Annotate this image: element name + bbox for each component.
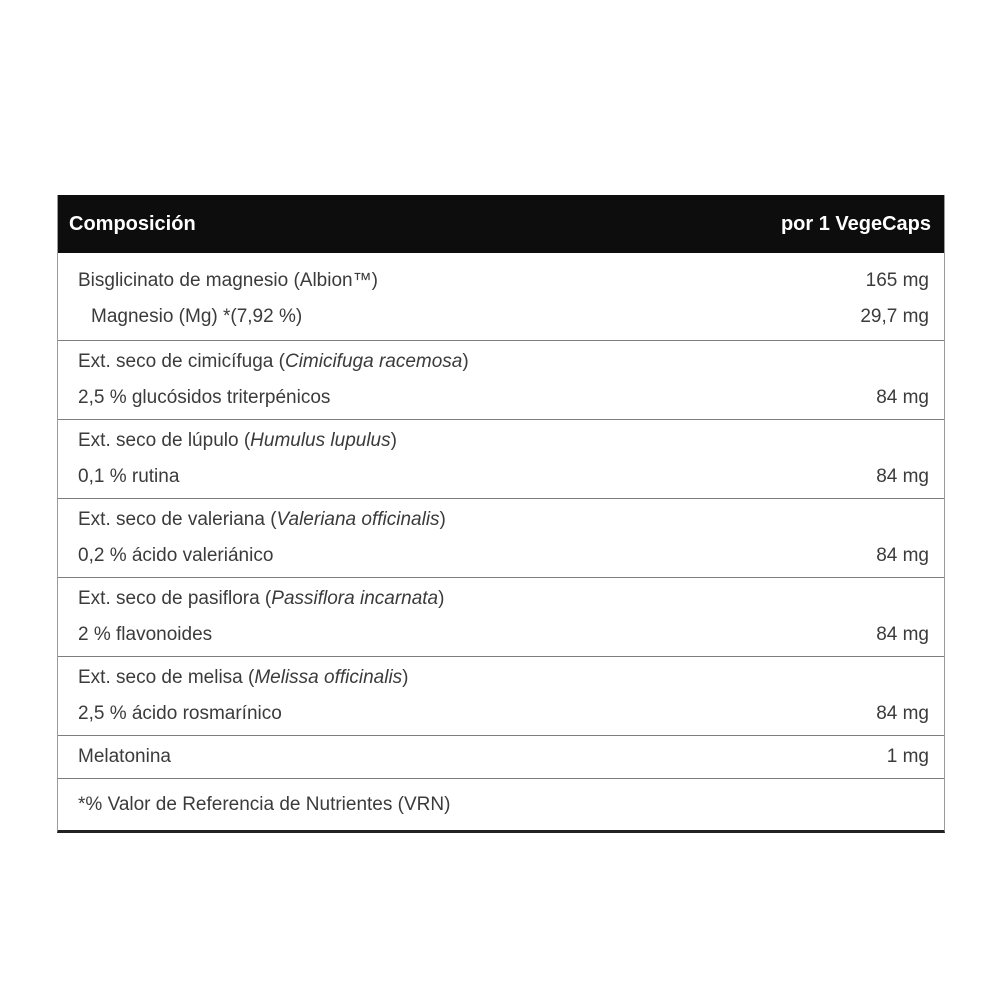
ingredient-name: Ext. seco de lúpulo (Humulus lupulus): [78, 430, 397, 451]
table-row: [58, 696, 944, 732]
table-row: [58, 380, 944, 416]
ingredient-name: Ext. seco de pasiflora (Passiflora incarnata): [78, 588, 445, 609]
composition-table: [57, 195, 945, 833]
ingredient-amount: 84 mg: [876, 545, 929, 566]
ingredient-name: Ext. seco de valeriana (Valeriana officinalis): [78, 509, 446, 530]
ingredient-amount: 84 mg: [876, 466, 929, 487]
table-row: [58, 299, 944, 335]
table-row: [58, 459, 944, 495]
table-row: [58, 739, 944, 775]
ingredient-name: 0,1 % rutina: [78, 466, 180, 487]
ingredient-amount: 165 mg: [865, 270, 929, 291]
ingredient-name: 0,2 % ácido valeriánico: [78, 545, 274, 566]
table-section: [58, 577, 944, 656]
ingredient-name: Ext. seco de melisa (Melissa officinalis): [78, 667, 409, 688]
ingredient-name: Melatonina: [78, 746, 171, 767]
footnote: [58, 778, 944, 830]
ingredient-name: 2 % flavonoides: [78, 624, 213, 645]
ingredient-amount: 84 mg: [876, 703, 929, 724]
footnote-text: *% Valor de Referencia de Nutrientes (VRN): [78, 793, 451, 815]
table-section: [58, 419, 944, 498]
table-section: [58, 498, 944, 577]
table-row: [58, 344, 944, 380]
table-title: Composición: [69, 212, 196, 235]
table-body: [58, 253, 944, 778]
table-section: [58, 253, 944, 340]
table-row: [58, 538, 944, 574]
serving-size-label: por 1 VegeCaps: [780, 212, 931, 235]
ingredient-amount: 84 mg: [876, 387, 929, 408]
ingredient-name: Bisglicinato de magnesio (Albion™): [78, 270, 378, 291]
table-row: [58, 617, 944, 653]
table-section: [58, 735, 944, 778]
ingredient-name: 2,5 % glucósidos triterpénicos: [78, 387, 331, 408]
ingredient-amount: 1 mg: [886, 746, 929, 767]
table-row: [58, 263, 944, 299]
table-header: [58, 195, 944, 253]
ingredient-amount: 29,7 mg: [860, 306, 929, 327]
table-section: [58, 656, 944, 735]
ingredient-amount: 84 mg: [876, 624, 929, 645]
table-row: [58, 423, 944, 459]
ingredient-name: Ext. seco de cimicífuga (Cimicifuga racemosa): [78, 351, 469, 372]
table-section: [58, 340, 944, 419]
table-row: [58, 660, 944, 696]
ingredient-name: 2,5 % ácido rosmarínico: [78, 703, 282, 724]
table-row: [58, 581, 944, 617]
ingredient-name: Magnesio (Mg) *(7,92 %): [91, 306, 303, 327]
table-row: [58, 502, 944, 538]
